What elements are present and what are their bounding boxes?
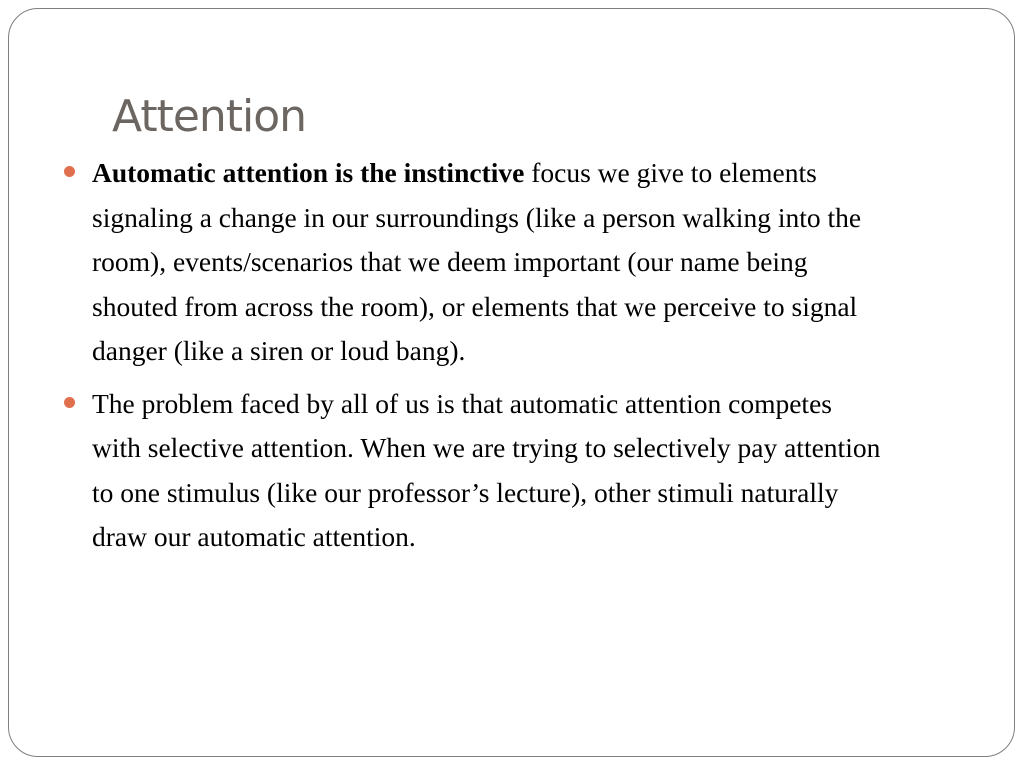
slide-title: Attention (112, 91, 307, 142)
bullet-item-automatic-attention (92, 151, 882, 374)
bullet-dot-icon (64, 397, 75, 408)
bullet-text: focus we give to elements signaling a change in our surroundings (like a person walking into the room), events/scenarios that we deem important (our name being shouted from across the room), or elements that we perceive to signal danger (like a siren or loud bang). (92, 157, 862, 366)
bullet-list (92, 151, 882, 568)
bullet-item-competing-attention (92, 382, 882, 560)
bullet-dot-icon (64, 166, 75, 177)
bullet-bold-lead: Automatic attention is the instinctive (92, 157, 525, 188)
bullet-text: The problem faced by all of us is that automatic attention competes with selective attention. When we are trying to selectively pay attention to one stimulus (like our professor’s lecture), other stimuli naturally draw our automatic attention. (92, 387, 881, 552)
